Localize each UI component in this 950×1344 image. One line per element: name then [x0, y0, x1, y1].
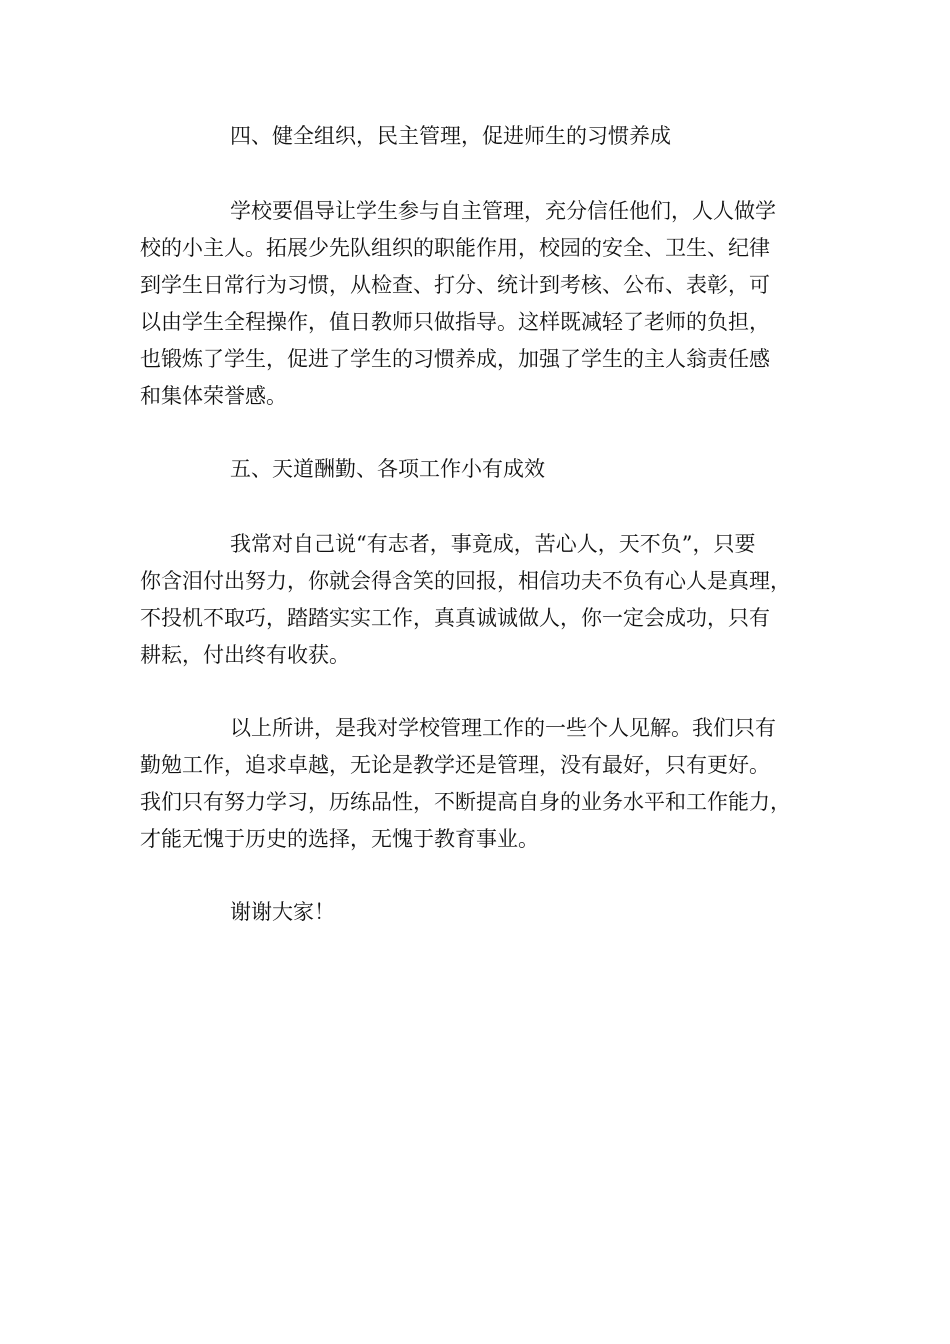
paragraph-line: 和集体荣誉感。: [140, 384, 287, 408]
section-heading-5: 五、天道酬勤、各项工作小有成效: [230, 457, 545, 481]
paragraph-conclusion: [140, 710, 815, 858]
paragraph-line: 以上所讲，是我对学校管理工作的一些个人见解。我们只有: [230, 716, 776, 740]
paragraph-line: 勤勉工作，追求卓越，无论是教学还是管理，没有最好，只有更好。: [140, 753, 770, 777]
paragraph-line: 不投机不取巧，踏踏实实工作，真真诚诚做人，你一定会成功，只有: [140, 606, 770, 630]
paragraph-line: 我们只有努力学习，历练品性，不断提高自身的业务水平和工作能力，: [140, 790, 791, 814]
paragraph-line: 你含泪付出努力，你就会得含笑的回报，相信功夫不负有心人是真理，: [140, 569, 791, 593]
paragraph-self-management: [140, 193, 815, 415]
document-body: [140, 118, 815, 931]
paragraph-line: 才能无愧于历史的选择，无愧于教育事业。: [140, 827, 539, 851]
paragraph-diligence: [140, 526, 815, 674]
paragraph-line: 校的小主人。拓展少先队组织的职能作用，校园的安全、卫生、纪律: [140, 236, 770, 260]
paragraph-line: 学校要倡导让学生参与自主管理，充分信任他们，人人做学: [230, 199, 776, 223]
paragraph-line: 我常对自己说“有志者，事竟成，苦心人，天不负”，只要: [230, 532, 756, 556]
section-heading-4: 四、健全组织，民主管理，促进师生的习惯养成: [230, 124, 671, 148]
closing-thanks: 谢谢大家！: [230, 900, 335, 924]
paragraph-line: 以由学生全程操作，值日教师只做指导。这样既减轻了老师的负担，: [140, 310, 770, 334]
paragraph-line: 到学生日常行为习惯，从检查、打分、统计到考核、公布、表彰，可: [140, 273, 770, 297]
paragraph-line: 耕耘，付出终有收获。: [140, 643, 350, 667]
paragraph-line: 也锻炼了学生，促进了学生的习惯养成，加强了学生的主人翁责任感: [140, 347, 770, 371]
